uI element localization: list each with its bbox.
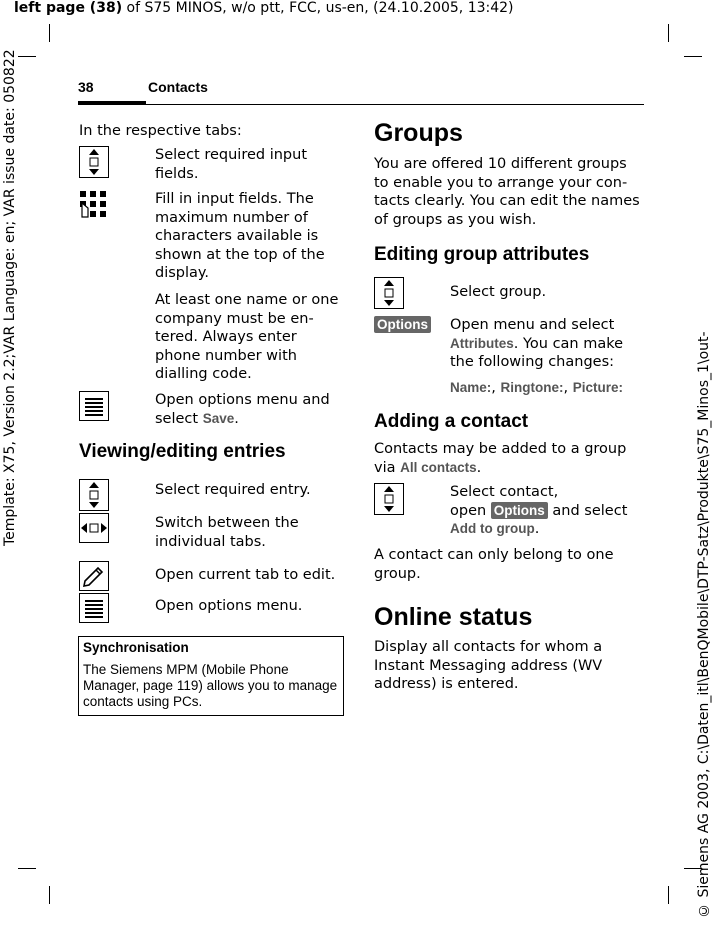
and-select-text: and select <box>547 502 628 519</box>
sync-text: The Siemens MPM (Mobile Phone Manager, page 119) allows you to manage contacts using PCs. <box>83 662 338 709</box>
keyword-save: Save <box>202 410 235 426</box>
instruction-text-after: . <box>234 410 239 427</box>
keyword-attributes: Attributes <box>450 335 514 351</box>
print-header-rest: of S75 MINOS, w/o ptt, FCC, us-en, (24.10.2005, 13:42) <box>122 0 514 16</box>
instruction-text: Open options menu. <box>155 598 303 614</box>
adding-text <box>374 440 636 477</box>
adding-note: A contact can only belong to one group. <box>374 547 614 582</box>
groups-heading: Groups <box>374 119 463 147</box>
synchronisation-box <box>78 636 344 716</box>
online-status-heading: Online status <box>374 603 533 631</box>
keypad-icon <box>79 190 109 220</box>
joystick-left-right-icon <box>79 513 109 543</box>
attribute-name: Name: <box>450 380 492 395</box>
print-header <box>14 0 514 16</box>
joystick-up-down-icon <box>79 146 109 178</box>
running-title: Contacts <box>148 79 208 95</box>
pencil-icon <box>79 561 109 591</box>
crop-mark <box>49 886 50 904</box>
header-rule <box>78 104 644 105</box>
page-number: 38 <box>78 79 94 95</box>
template-side-text: Template: X75, Version 2.2;VAR Language: en; VAR issue date: 050822 <box>2 49 18 546</box>
options-softkey: Options <box>491 502 548 519</box>
instruction-text <box>155 391 345 428</box>
instruction-end: . <box>534 521 540 537</box>
crop-mark <box>18 56 36 57</box>
menu-key-icon <box>79 391 109 421</box>
copyright-side-text: © Siemens AG 2003, C:\Daten_itl\BenQMobile\DTP-Satz\Produkte\S75_Minos_1\out- <box>696 331 712 918</box>
attribute-picture: Picture: <box>572 380 623 395</box>
crop-mark <box>49 24 50 42</box>
crop-mark <box>684 56 702 57</box>
instruction-text: Select required entry. <box>155 482 311 498</box>
online-status-text: Display all contacts for whom a Instant Messaging address (WV address) is entered. <box>374 639 603 692</box>
attribute-sep: , <box>491 380 501 396</box>
groups-text: You are offered 10 different groups to enable you to arrange your con-tacts clearly. You can edit the names of groups as you wish. <box>374 156 640 228</box>
instruction-text-before: Open menu and select <box>450 317 615 333</box>
instruction-text: Select required input fields. <box>155 147 308 182</box>
instruction-text: Fill in input fields. The maximum number of characters available is shown at the top of the display. <box>155 191 325 281</box>
joystick-up-down-icon <box>374 277 404 309</box>
instruction-text <box>450 483 640 539</box>
crop-mark <box>668 886 669 904</box>
keyword-all-contacts: All contacts <box>400 459 477 475</box>
instruction-line <box>450 502 640 521</box>
keyword-add-to-group: Add to group <box>450 521 535 536</box>
attributes-list <box>450 379 623 398</box>
adding-text-before: Contacts may be added to a group via <box>374 441 627 476</box>
attribute-sep: , <box>563 380 573 396</box>
sync-title: Synchronisation <box>83 640 189 655</box>
joystick-up-down-icon <box>374 483 404 515</box>
adding-text-after: . <box>476 459 482 476</box>
menu-key-icon <box>79 593 109 623</box>
editing-heading: Editing group attributes <box>374 244 590 265</box>
attribute-ringtone: Ringtone: <box>500 380 564 395</box>
instruction-line: Select contact, <box>450 484 559 500</box>
crop-mark <box>18 868 36 869</box>
joystick-up-down-icon <box>79 479 109 511</box>
instruction-line <box>450 520 640 539</box>
instruction-text: Select group. <box>450 284 547 300</box>
instruction-text <box>450 316 640 372</box>
adding-heading: Adding a contact <box>374 411 529 432</box>
viewing-heading: Viewing/editing entries <box>79 441 286 462</box>
print-header-bold: left page (38) <box>14 0 123 16</box>
instruction-text-after: . You can make the following changes: <box>450 335 624 370</box>
instruction-text: Open current tab to edit. <box>155 567 336 583</box>
instruction-text-before: Open options menu and select <box>155 392 330 427</box>
open-word: open <box>450 502 491 519</box>
instruction-text: At least one name or one company must be en-tered. Always enter phone number with dialling code. <box>155 292 339 382</box>
intro-text: In the respective tabs: <box>79 123 242 139</box>
instruction-text: Switch between the individual tabs. <box>155 515 299 550</box>
options-softkey: Options <box>374 316 431 333</box>
crop-mark <box>668 24 669 42</box>
